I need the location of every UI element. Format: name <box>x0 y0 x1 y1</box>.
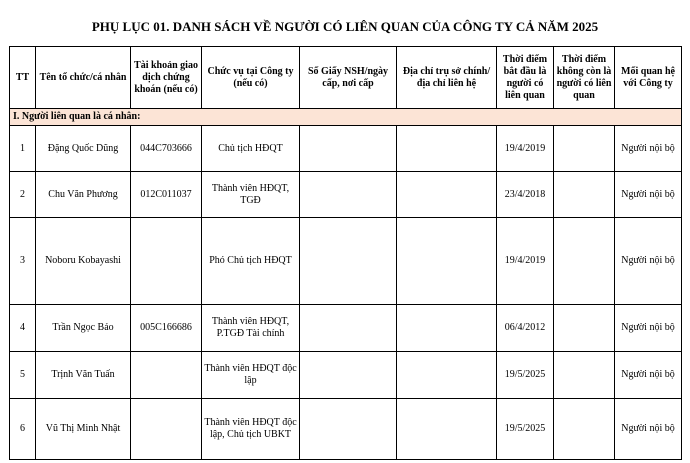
cell-id-no <box>300 305 397 352</box>
cell-id-no <box>300 352 397 399</box>
cell-address <box>397 172 497 218</box>
cell-start: 19/4/2019 <box>497 126 554 172</box>
cell-position: Thành viên HĐQT, P.TGĐ Tài chính <box>202 305 300 352</box>
cell-id-no <box>300 218 397 305</box>
cell-end <box>554 172 615 218</box>
cell-name: Đặng Quốc Dũng <box>36 126 131 172</box>
cell-relation: Người nội bộ <box>615 218 682 305</box>
cell-address <box>397 218 497 305</box>
table-row <box>10 352 682 399</box>
cell-position: Thành viên HĐQT độc lập, Chủ tịch UBKT <box>202 399 300 460</box>
header-relation: Mối quan hệ với Công ty <box>615 47 682 109</box>
cell-name: Vũ Thị Minh Nhật <box>36 399 131 460</box>
cell-position: Chủ tịch HĐQT <box>202 126 300 172</box>
header-tt: TT <box>10 47 36 109</box>
cell-relation: Người nội bộ <box>615 399 682 460</box>
cell-name: Chu Văn Phương <box>36 172 131 218</box>
table-row <box>10 399 682 460</box>
cell-id-no <box>300 172 397 218</box>
cell-end <box>554 305 615 352</box>
related-persons-table <box>9 46 682 460</box>
cell-relation: Người nội bộ <box>615 305 682 352</box>
header-name: Tên tổ chức/cá nhân <box>36 47 131 109</box>
cell-account: 005C166686 <box>131 305 202 352</box>
header-position: Chức vụ tại Công ty (nếu có) <box>202 47 300 109</box>
cell-id-no <box>300 126 397 172</box>
cell-tt: 4 <box>10 305 36 352</box>
section-label: I. Người liên quan là cá nhân: <box>10 109 682 126</box>
header-end: Thời điểm không còn là người có liên quan <box>554 47 615 109</box>
cell-name: Trần Ngọc Bảo <box>36 305 131 352</box>
cell-start: 19/4/2019 <box>497 218 554 305</box>
cell-account: 044C703666 <box>131 126 202 172</box>
cell-relation: Người nội bộ <box>615 126 682 172</box>
cell-end <box>554 218 615 305</box>
cell-tt: 5 <box>10 352 36 399</box>
table-row <box>10 126 682 172</box>
table-row <box>10 218 682 305</box>
cell-account <box>131 399 202 460</box>
cell-account <box>131 218 202 305</box>
cell-end <box>554 352 615 399</box>
cell-end <box>554 399 615 460</box>
cell-account: 012C011037 <box>131 172 202 218</box>
cell-address <box>397 352 497 399</box>
cell-account <box>131 352 202 399</box>
cell-name: Trịnh Văn Tuấn <box>36 352 131 399</box>
cell-address <box>397 399 497 460</box>
cell-tt: 6 <box>10 399 36 460</box>
cell-relation: Người nội bộ <box>615 352 682 399</box>
header-start: Thời điểm bắt đầu là người có liên quan <box>497 47 554 109</box>
cell-tt: 3 <box>10 218 36 305</box>
header-address: Địa chỉ trụ sở chính/địa chỉ liên hệ <box>397 47 497 109</box>
cell-end <box>554 126 615 172</box>
header-id-no: Số Giấy NSH/ngày cấp, nơi cấp <box>300 47 397 109</box>
cell-address <box>397 126 497 172</box>
cell-relation: Người nội bộ <box>615 172 682 218</box>
cell-tt: 1 <box>10 126 36 172</box>
cell-start: 06/4/2012 <box>497 305 554 352</box>
section-row <box>10 109 682 126</box>
table-row <box>10 172 682 218</box>
cell-start: 19/5/2025 <box>497 399 554 460</box>
page-title: PHỤ LỤC 01. DANH SÁCH VỀ NGƯỜI CÓ LIÊN QUAN CỦA CÔNG TY CẢ NĂM 2025 <box>91 19 599 34</box>
cell-id-no <box>300 399 397 460</box>
cell-name: Noboru Kobayashi <box>36 218 131 305</box>
header-account: Tài khoản giao dịch chứng khoán (nếu có) <box>131 47 202 109</box>
cell-start: 19/5/2025 <box>497 352 554 399</box>
cell-position: Thành viên HĐQT, TGĐ <box>202 172 300 218</box>
cell-address <box>397 305 497 352</box>
cell-start: 23/4/2018 <box>497 172 554 218</box>
table-row <box>10 305 682 352</box>
header-row <box>10 47 682 109</box>
cell-tt: 2 <box>10 172 36 218</box>
cell-position: Thành viên HĐQT độc lập <box>202 352 300 399</box>
cell-position: Phó Chủ tịch HĐQT <box>202 218 300 305</box>
